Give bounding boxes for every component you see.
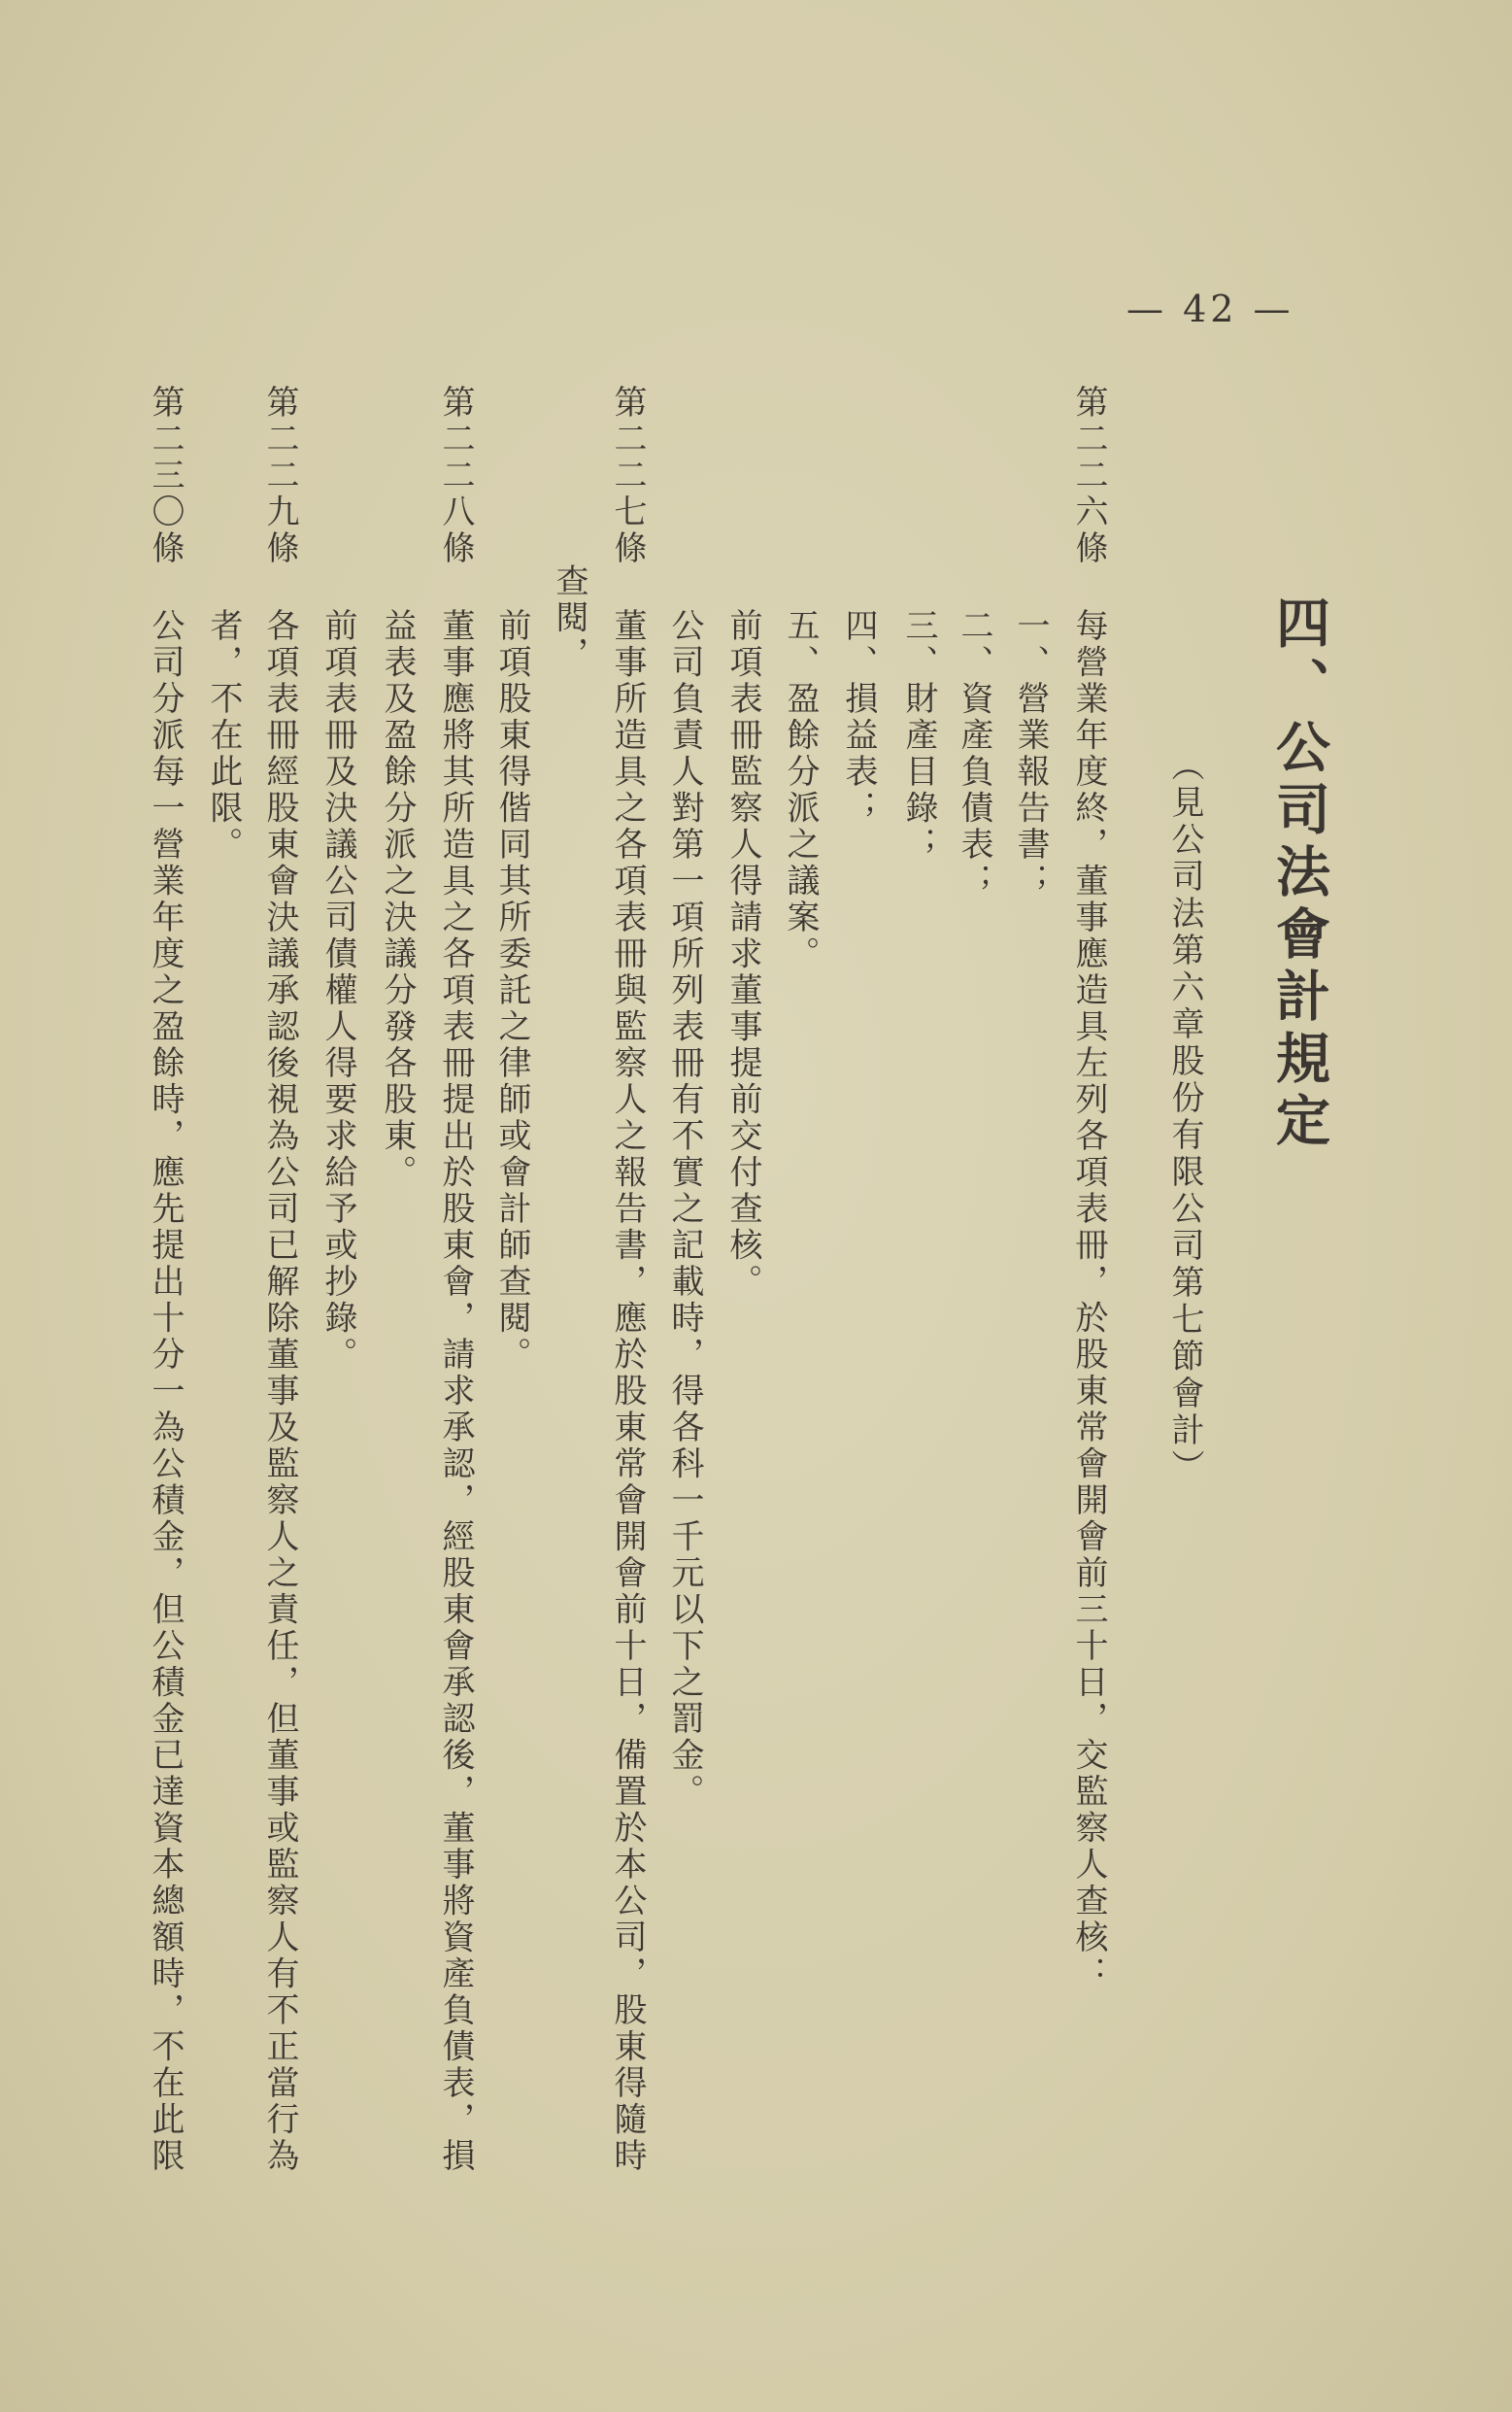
article-228-text: 董事應將其所造具之各項表冊提出於股東會，請求承認，經股東會承認後，董事將資產負債表，損 bbox=[436, 608, 475, 2175]
list-item: 四、損益表； bbox=[839, 608, 878, 827]
article-230-label: 第二三〇條 bbox=[146, 385, 185, 567]
article-226-label: 第二二六條 bbox=[1069, 385, 1108, 567]
article-229-text: 各項表冊經股東會決議承認後視為公司已解除董事及監察人之責任，但董事或監察人有不正當行為 bbox=[260, 608, 299, 2175]
article-227-text: 董事所造具之各項表冊與監察人之報告書，應於股東常會開會前十日，備置於本公司，股東得隨時 bbox=[608, 608, 647, 2175]
list-item: 三、財產目錄； bbox=[899, 608, 938, 864]
article-226-text: 前項表冊監察人得請求董事提前交付查核。 bbox=[723, 608, 762, 1301]
article-230-text: 公司分派每一營業年度之盈餘時，應先提出十分一為公積金，但公積金已達資本總額時，不在此限 bbox=[146, 608, 185, 2175]
section-title: 四、公司法會計規定 bbox=[1267, 595, 1331, 1154]
section-subtitle: （見公司法第六章股份有限公司第七節會計） bbox=[1165, 748, 1204, 1486]
article-228-text: 前項表冊及決議公司債權人得要求給予或抄錄。 bbox=[319, 608, 357, 1374]
article-226-text: 公司負責人對第一項所列表冊有不實之記載時，得各科一千元以下之罰金。 bbox=[665, 608, 704, 1811]
article-228-text: 益表及盈餘分派之決議分發各股東。 bbox=[378, 608, 417, 1191]
article-229-label: 第二二九條 bbox=[260, 385, 299, 567]
article-227-text: 查閱， bbox=[550, 563, 588, 673]
list-item: 一、營業報告書； bbox=[1011, 608, 1050, 900]
page-number: — 42 — bbox=[1126, 288, 1294, 330]
list-item: 五、盈餘分派之議案。 bbox=[781, 608, 820, 972]
article-229-text: 者，不在此限。 bbox=[204, 608, 243, 864]
article-226-text: 每營業年度終，董事應造具左列各項表冊，於股東常會開會前三十日，交監察人查核： bbox=[1069, 608, 1108, 1992]
article-227-label: 第二二七條 bbox=[608, 385, 647, 567]
article-227-text: 前項股東得偕同其所委託之律師或會計師查閱。 bbox=[492, 608, 531, 1374]
list-item: 二、資產負債表； bbox=[955, 608, 993, 900]
article-228-label: 第二二八條 bbox=[436, 385, 475, 567]
